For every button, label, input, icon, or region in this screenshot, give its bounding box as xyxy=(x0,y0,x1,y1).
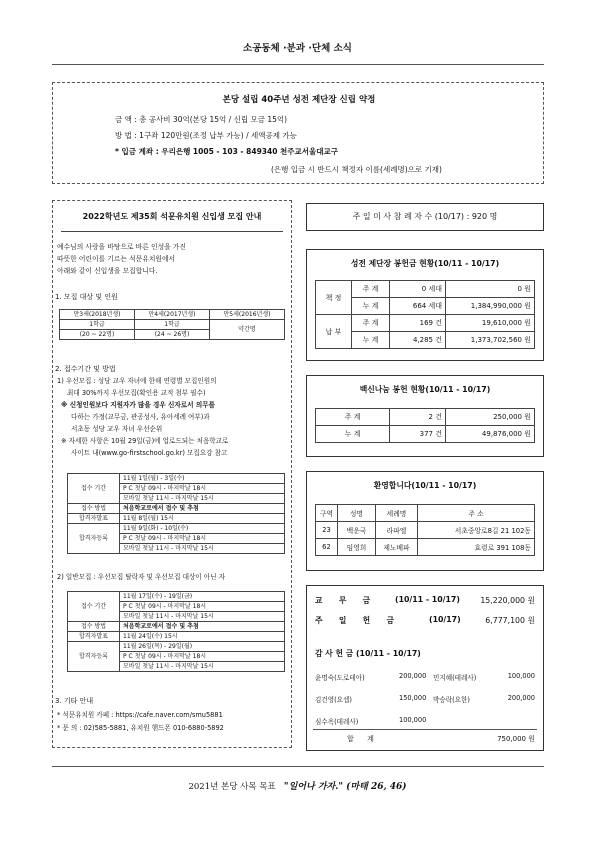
sched2-value: P C 첫날 09시 - 마지막날 18시 xyxy=(120,602,285,612)
thanks-total-rule xyxy=(313,729,537,730)
notice-title: 본당 설립 40주년 성전 제단장 신립 약정 xyxy=(222,95,376,105)
thanks-title: 감 사 헌 금 (10/11 - 10/17) xyxy=(315,649,421,658)
welcome-table xyxy=(315,504,535,556)
welcome-header: 세례명 xyxy=(376,505,418,522)
welcome-cell: 서초중앙로8길 21 102동 xyxy=(418,522,535,539)
page-header: 소공동체 ·분과 ·단체 소식 xyxy=(243,43,352,54)
altar-cell: 1,384,990,000 원 xyxy=(446,298,535,315)
altar-cell: 주 계 xyxy=(352,281,390,298)
sched1-label-method: 접수 방법 xyxy=(68,504,120,514)
welcome-cell: 임영희 xyxy=(338,539,376,556)
kindergarten-box xyxy=(52,200,292,748)
mass-attendance-box xyxy=(306,203,544,231)
vaccine-fund-box xyxy=(306,375,544,457)
welcome-header: 주 소 xyxy=(418,505,535,522)
altar-row-label: 책 정 xyxy=(316,281,352,315)
thanks-amount: 100,000 xyxy=(399,716,427,724)
footer xyxy=(0,779,595,792)
altar-cell: 누 계 xyxy=(352,298,390,315)
altar-fund-box xyxy=(306,249,544,361)
altar-cell: 누 계 xyxy=(352,332,390,349)
welcome-cell: 백운국 xyxy=(338,522,376,539)
footer-prefix: 2021년 본당 사목 목표 xyxy=(188,782,276,792)
welcome-cell: 62 xyxy=(316,539,338,556)
footer-rule xyxy=(52,766,544,767)
age-count-3: (20 ~ 22명) xyxy=(60,330,135,340)
sched2-value: 11월 24일(수) 15시 xyxy=(120,632,285,642)
age-class-5: 약간명 xyxy=(210,320,285,340)
kinder-sec3: 3. 기타 안내 xyxy=(55,697,94,705)
age-header-4: 만4세(2017년생) xyxy=(135,310,210,320)
kinder-intro-3: 아래와 같이 신입생을 모집합니다. xyxy=(57,267,158,275)
age-table xyxy=(59,309,285,340)
sched1-value: 11월 1일(월) - 3일(수) xyxy=(120,474,285,484)
kinder-sec2-line-3: ※ 신청인원보다 지원자가 많을 경우 신자로서 의무를 xyxy=(61,401,215,409)
kinder-sec1: 1. 모집 대상 및 인원 xyxy=(55,293,118,301)
sched1-value: 모바일 첫날 11시 - 마지막날 15시 xyxy=(120,494,285,504)
sched2-value: 11월 26일(목) - 29일(월) xyxy=(120,642,285,652)
age-class-3: 1학급 xyxy=(60,320,135,330)
welcome-box xyxy=(306,471,544,571)
welcome-cell: 23 xyxy=(316,522,338,539)
thanks-name: 민지혜(테레사) xyxy=(433,674,477,682)
welcome-cell: 효령로 391 108동 xyxy=(418,539,535,556)
sched1-value: 처음학교로에서 접수 및 추첨 xyxy=(120,504,285,514)
sched1-label-apply: 접수 기간 xyxy=(68,474,120,504)
sched2-label-result: 합격자발표 xyxy=(68,632,120,642)
offering-value-1: 15,220,000 원 xyxy=(480,596,535,605)
altar-cell: 0 세대 xyxy=(390,281,446,298)
vaccine-cell: 누 계 xyxy=(316,426,390,443)
footer-quote: "일어나 가자." (마태 26, 46) xyxy=(283,782,407,792)
kinder-sec2-line-5: 서초동 성당 교우 자녀 우선순위 xyxy=(71,425,163,433)
thanks-amount: 200,000 xyxy=(507,694,535,702)
thanks-amount: 100,000 xyxy=(507,672,535,680)
vaccine-cell: 49,876,000 원 xyxy=(446,426,535,443)
age-count-4: (24 ~ 26명) xyxy=(135,330,210,340)
kinder-sec2: 2. 접수기간 및 방법 xyxy=(55,365,116,373)
kinder-sec2-general: 2) 일반모집 : 우선모집 탈락자 및 우선모집 대상이 아닌 자 xyxy=(57,573,225,581)
offering-value-2: 6,777,100 원 xyxy=(485,616,535,625)
sched1-label-register: 합격자등록 xyxy=(68,524,120,554)
altar-cell: 1,373,702,560 원 xyxy=(446,332,535,349)
altar-cell: 19,610,000 원 xyxy=(446,315,535,332)
sched1-value: P C 첫날 09시 - 마지막날 18시 xyxy=(120,534,285,544)
sched2-value: 모바일 첫날 11시 - 마지막날 15시 xyxy=(120,662,285,672)
age-class-4: 1학급 xyxy=(135,320,210,330)
altar-cell: 664 세대 xyxy=(390,298,446,315)
welcome-header: 구역 xyxy=(316,505,338,522)
kinder-cafe-link[interactable]: * 석문유치원 카페 : https://cafe.naver.com/smu5881 xyxy=(57,711,223,719)
offering-label-1: 교 무 금 xyxy=(315,596,371,605)
header-rule xyxy=(52,64,544,65)
kinder-contact: * 문 의 : 02)585-5881, 유치원 핸드폰 010-6880-5892 xyxy=(57,724,224,732)
sched1-value: 11월 8일(월) 15시 xyxy=(120,514,285,524)
kinder-title: 2022학년도 제35회 석문유치원 신입생 모집 안내 xyxy=(82,212,262,221)
notice-box xyxy=(52,82,544,184)
age-header-5: 만5세(2016년생) xyxy=(210,310,285,320)
thanks-amount: 150,000 xyxy=(399,694,427,702)
notice-line-2: 방 법 : 1구좌 120만원(조정 납부 가능) / 세액공제 가능 xyxy=(115,131,297,140)
sched2-value: P C 첫날 09시 - 마지막날 18시 xyxy=(120,652,285,662)
sched2-label-apply: 접수 기간 xyxy=(68,592,120,622)
offering-box xyxy=(306,585,544,751)
kinder-title-rule xyxy=(61,231,283,232)
welcome-cell: 제노베파 xyxy=(376,539,418,556)
offering-label-2: 주 일 헌 금 xyxy=(315,616,394,625)
sched1-value: P C 첫날 09시 - 마지막날 18시 xyxy=(120,484,285,494)
altar-cell: 주 계 xyxy=(352,315,390,332)
thanks-name: 심수옥(데레사) xyxy=(315,718,359,726)
vaccine-fund-table xyxy=(315,408,535,443)
vaccine-cell: 주 계 xyxy=(316,409,390,426)
welcome-title: 환영합니다(10/11 - 10/17) xyxy=(373,481,477,490)
sched2-value: 11월 17일(수) - 19일(금) xyxy=(120,592,285,602)
altar-cell: 169 건 xyxy=(390,315,446,332)
age-header-3: 만3세(2018년생) xyxy=(60,310,135,320)
thanks-name: 윤명숙(도로테아) xyxy=(315,674,365,682)
altar-row-label: 납 부 xyxy=(316,315,352,349)
offering-period-2: (10/17) xyxy=(429,615,461,624)
thanks-amount: 200,000 xyxy=(399,672,427,680)
thanks-total-label: 합 계 xyxy=(347,735,374,743)
sched1-label-result: 합격자발표 xyxy=(68,514,120,524)
schedule-table-general xyxy=(67,591,285,672)
vaccine-cell: 250,000 원 xyxy=(446,409,535,426)
kinder-sec2-line-7: 사이트 내(www.go-firstschool.go.kr) 모집요강 참고 xyxy=(71,449,228,457)
sched2-label-method: 접수 방법 xyxy=(68,622,120,632)
notice-line-3: * 입금 계좌 : 우리은행 1005 - 103 - 849340 천주교서울대교구 xyxy=(115,147,339,156)
kinder-sec2-line-6: ※ 자세한 사항은 10월 29일(금)에 업로드되는 처음학교로 xyxy=(61,437,229,445)
sched2-value: 처음학교로에서 접수 및 추첨 xyxy=(120,622,285,632)
kinder-intro-1: 예수님의 사랑을 바탕으로 바른 인성을 가진 xyxy=(57,243,186,251)
sched2-value: 모바일 첫날 11시 - 마지막날 15시 xyxy=(120,612,285,622)
offering-period-1: (10/11 - 10/17) xyxy=(395,595,460,604)
notice-line-1: 금 액 : 총 공사비 30억(본당 15억 / 신립 모금 15억) xyxy=(115,115,288,124)
kinder-intro-2: 따뜻한 어린이를 기르는 석문유치원에서 xyxy=(57,255,176,263)
vaccine-cell: 2 건 xyxy=(390,409,446,426)
sched2-label-register: 합격자등록 xyxy=(68,642,120,672)
altar-fund-table xyxy=(315,280,535,349)
altar-fund-title: 성전 제단장 봉헌금 현황(10/11 - 10/17) xyxy=(350,259,500,268)
vaccine-cell: 377 건 xyxy=(390,426,446,443)
kinder-sec2-line-4: 다하는 가정(교무금, 관공성사, 유아세례 여부)과 xyxy=(71,413,210,421)
welcome-cell: 라파엘 xyxy=(376,522,418,539)
notice-line-4: (은행 입금 시 반드시 책정자 이름(세례명)으로 기재) xyxy=(271,165,442,174)
altar-cell: 4,285 건 xyxy=(390,332,446,349)
kinder-sec2-line-2: 최대 30%까지 우선모집(확인용 교적 첨부 필수) xyxy=(67,389,206,397)
vaccine-fund-title: 백신나눔 봉헌 현황(10/11 - 10/17) xyxy=(359,385,491,394)
kinder-sec2-line-1: 1) 우선모집 : 성당 교우 자녀에 한해 연령별 모집인원의 xyxy=(57,377,217,385)
sched1-value: 11월 9일(화) - 10일(수) xyxy=(120,524,285,534)
thanks-name: 박승락(요한) xyxy=(433,696,470,704)
thanks-name: 김건영(요셉) xyxy=(315,696,352,704)
altar-cell: 0 원 xyxy=(446,281,535,298)
thanks-total-value: 750,000 원 xyxy=(497,735,535,743)
schedule-table-priority xyxy=(67,473,285,554)
welcome-header: 성명 xyxy=(338,505,376,522)
sched1-value: 모바일 첫날 11시 - 마지막날 15시 xyxy=(120,544,285,554)
mass-attendance-label: 주 일 미 사 참 례 자 수 (10/17) : 920 명 xyxy=(352,212,498,221)
